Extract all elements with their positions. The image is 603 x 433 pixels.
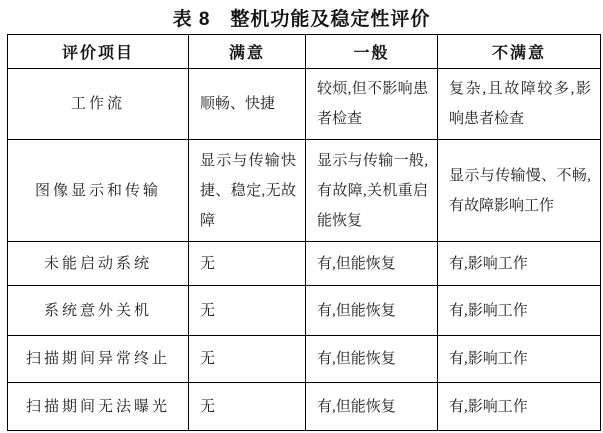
table-row xyxy=(8,242,601,286)
col-header-unsatisfied: 不满意 xyxy=(438,35,601,69)
item-cell: 工作流 xyxy=(8,69,189,140)
item-cell: 未能启动系统 xyxy=(8,242,189,286)
unsatisfied-cell: 显示与传输慢、不畅,有故障影响工作 xyxy=(438,140,601,242)
unsatisfied-cell: 有,影响工作 xyxy=(438,286,601,336)
table-row xyxy=(8,69,601,140)
col-header-satisfied: 满意 xyxy=(189,35,306,69)
fair-cell: 有,但能恢复 xyxy=(306,242,438,286)
satisfied-cell: 显示与传输快捷、稳定,无故障 xyxy=(189,140,306,242)
item-cell: 扫描期间异常终止 xyxy=(8,336,189,383)
header-row xyxy=(8,35,601,69)
unsatisfied-cell: 有,影响工作 xyxy=(438,336,601,383)
table-row xyxy=(8,383,601,431)
fair-cell: 有,但能恢复 xyxy=(306,336,438,383)
fair-cell: 显示与传输一般,有故障,关机重启能恢复 xyxy=(306,140,438,242)
satisfied-cell: 无 xyxy=(189,383,306,431)
satisfied-cell: 顺畅、快捷 xyxy=(189,69,306,140)
table-row xyxy=(8,286,601,336)
col-header-fair: 一般 xyxy=(306,35,438,69)
fair-cell: 有,但能恢复 xyxy=(306,383,438,431)
satisfied-cell: 无 xyxy=(189,242,306,286)
table-row xyxy=(8,140,601,242)
fair-cell: 有,但能恢复 xyxy=(306,286,438,336)
evaluation-table xyxy=(7,34,601,431)
unsatisfied-cell: 复杂,且故障较多,影响患者检查 xyxy=(438,69,601,140)
unsatisfied-cell: 有,影响工作 xyxy=(438,383,601,431)
table-row xyxy=(8,336,601,383)
col-header-item: 评价项目 xyxy=(8,35,189,69)
item-cell: 扫描期间无法曝光 xyxy=(8,383,189,431)
table-caption: 表 8 整机功能及稳定性评价 xyxy=(172,9,431,30)
fair-cell: 较烦,但不影响患者检查 xyxy=(306,69,438,140)
satisfied-cell: 无 xyxy=(189,286,306,336)
satisfied-cell: 无 xyxy=(189,336,306,383)
item-cell: 图像显示和传输 xyxy=(8,140,189,242)
item-cell: 系统意外关机 xyxy=(8,286,189,336)
unsatisfied-cell: 有,影响工作 xyxy=(438,242,601,286)
